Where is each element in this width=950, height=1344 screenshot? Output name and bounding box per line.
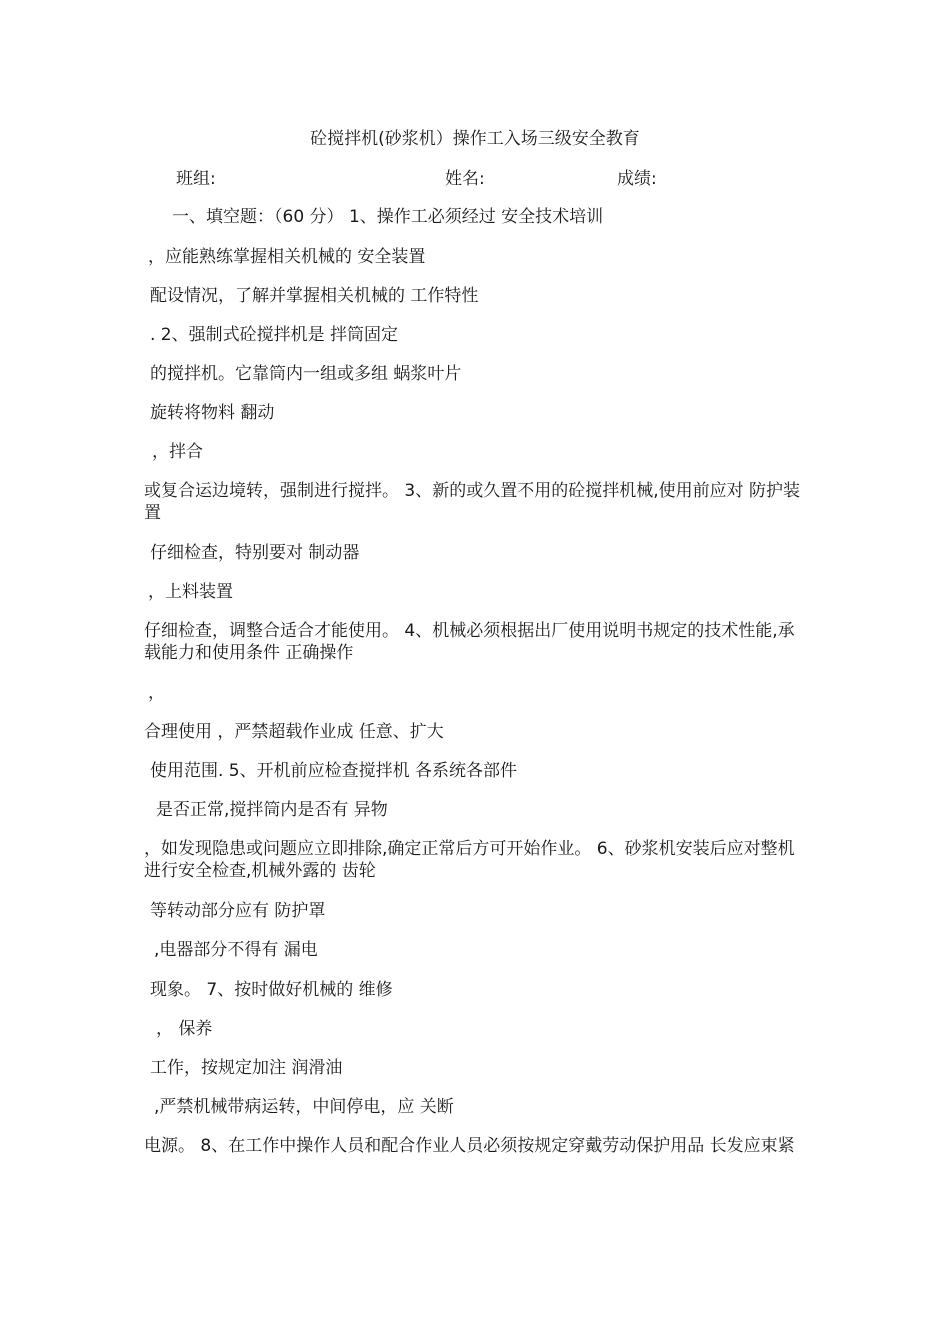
text-line: ，应能熟练掌握相关机械的 安全装置 <box>148 247 426 267</box>
text-line: ，拌合 <box>152 442 203 462</box>
class-label: 班组: <box>176 169 216 189</box>
text-line: 一、填空题：（60 分） 1、操作工必须经过 安全技术培训 <box>172 207 604 227</box>
text-line: 旋转将物料 翻动 <box>150 403 275 423</box>
text-line: 现象。 7、按时做好机械的 维修 <box>150 980 393 1000</box>
text-line: 工作，按规定加注 润滑油 <box>150 1058 343 1078</box>
text-line: 合理使用 ，严禁超载作业成 任意、扩大 <box>144 722 444 742</box>
text-line: 的搅拌机。它靠筒内一组或多组 蜗浆叶片 <box>150 364 462 384</box>
text-line: 仔细检查，特别要对 制动器 <box>150 543 360 563</box>
text-line: 使用范围. 5、开机前应检查搅拌机 各系统各部件 <box>150 761 518 781</box>
text-line: 配设情况，了解并掌握相关机械的 工作特性 <box>150 286 479 306</box>
text-line: 等转动部分应有 防护罩 <box>150 901 326 921</box>
text-line: ，上料装置 <box>148 582 233 602</box>
text-line: 电源。 8、在工作中操作人员和配合作业人员必须按规定穿戴劳动保护用品 长发应束紧 <box>144 1136 795 1156</box>
text-line: 或复合运边境转，强制进行搅拌。 3、新的或久置不用的砼搅拌机械,使用前应对 防护装置 <box>144 481 801 523</box>
text-line: 是否正常,搅拌筒内是否有 异物 <box>156 800 388 820</box>
text-line: ,电器部分不得有 漏电 <box>154 940 318 960</box>
text-line: 仔细检查，调整合适合才能使用。 4、机械必须根据出厂使用说明书规定的技术性能,承载能力和使用条件 正确操作 <box>144 621 795 663</box>
text-line: ， 保养 <box>156 1019 213 1039</box>
document-title: 砼搅拌机(砂浆机）操作工入场三级安全教育 <box>310 129 640 149</box>
text-line: ， <box>148 683 165 703</box>
text-line: ，如发现隐患或问题应立即排除,确定正常后方可开始作业。 6、砂浆机安装后应对整机进行安全检查,机械外露的 齿轮 <box>144 839 795 881</box>
text-line: ,严禁机械带病运转，中间停电，应 关断 <box>154 1097 454 1117</box>
name-label: 姓名: <box>445 169 485 189</box>
score-label: 成绩: <box>617 169 657 189</box>
text-line: . 2、强制式砼搅拌机是 拌筒固定 <box>150 325 399 345</box>
